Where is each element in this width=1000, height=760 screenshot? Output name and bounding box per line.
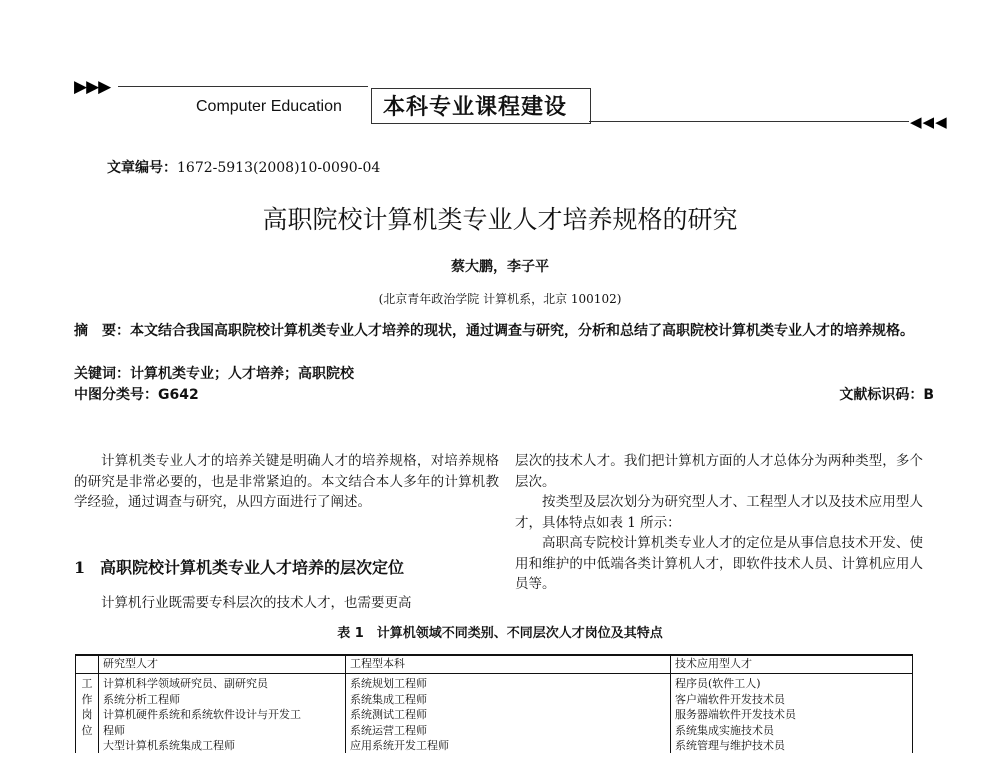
abstract-label: 摘 要： — [74, 323, 130, 339]
clc-number — [74, 384, 199, 404]
document-code — [839, 384, 934, 404]
table-cell: 系统集成工程师 — [346, 692, 671, 708]
paper-authors: 蔡大鹏，李子平 — [451, 259, 549, 275]
row-label-char: 工 — [76, 674, 99, 692]
table-cell: 计算机硬件系统和系统软件设计与开发工 — [99, 707, 346, 723]
table-header-row — [76, 655, 913, 674]
table-cell: 服务器端软件开发技术员 — [671, 707, 913, 723]
table-cell: 应用系统开发工程师 — [346, 738, 671, 753]
table-header-cell: 技术应用型人才 — [671, 655, 913, 674]
paper-affiliation: (北京青年政治学院 计算机系，北京 100102) — [378, 292, 622, 306]
table-cell: 系统规划工程师 — [346, 674, 671, 692]
table-cell: 大型计算机系统集成工程师 — [99, 738, 346, 753]
row-label-char: 岗 — [76, 707, 99, 723]
column-title: 本科专业课程建设 — [383, 95, 568, 120]
document-code-label: 文献标识码： — [839, 387, 924, 403]
table-cell: 系统集成实施技术员 — [671, 723, 913, 739]
table-caption: 表 1 计算机领域不同类别、不同层次人才岗位及其特点 — [337, 626, 663, 641]
header-rule-top — [118, 86, 368, 87]
row-label-char — [76, 738, 99, 753]
intro-paragraph: 计算机类专业人才的培养关键是明确人才的培养规格，对培养规格的研究是非常必要的，也是非常紧迫的。本文结合本人多年的计算机教学经验，通过调查与研究，从四方面进行了阐述。 — [74, 453, 499, 510]
header-rule-bottom — [589, 121, 909, 122]
table-row — [76, 723, 913, 739]
table-cell: 程序员(软件工人) — [671, 674, 913, 692]
section1-paragraph: 计算机行业既需要专科层次的技术人才，也需要更高 — [101, 595, 412, 611]
header-arrows-right-icon: ◀◀◀ — [910, 113, 948, 131]
table-header-cell: 研究型人才 — [99, 655, 346, 674]
article-number — [107, 157, 380, 177]
table-row — [76, 674, 913, 692]
paper-title: 高职院校计算机类专业人才培养规格的研究 — [262, 205, 738, 234]
table-cell: 系统管理与维护技术员 — [671, 738, 913, 753]
journal-name: Computer Education — [196, 98, 342, 115]
table-cell: 程师 — [99, 723, 346, 739]
row-label-char: 作 — [76, 692, 99, 708]
abstract — [74, 320, 934, 342]
table-row — [76, 738, 913, 753]
table-row — [76, 707, 913, 723]
talent-table — [75, 654, 913, 753]
article-number-label: 文章编号： — [107, 160, 177, 176]
abstract-text: 本文结合我国高职院校计算机类专业人才培养的现状，通过调查与研究，分析和总结了高职院校计算机类专业人才的培养规格。 — [130, 323, 914, 339]
table-cell: 客户端软件开发技术员 — [671, 692, 913, 708]
table-cell: 系统运营工程师 — [346, 723, 671, 739]
body-left-column — [74, 451, 499, 513]
body-right-column — [515, 451, 923, 595]
table-cell: 计算机科学领域研究员、副研究员 — [99, 674, 346, 692]
row-label-char: 位 — [76, 723, 99, 739]
keywords-label: 关键词： — [74, 366, 130, 382]
table-cell: 系统测试工程师 — [346, 707, 671, 723]
document-code-value: B — [923, 387, 934, 403]
table-header-cell: 工程型本科 — [346, 655, 671, 674]
table-header-cell — [76, 655, 99, 674]
header-arrows-left-icon: ▶▶▶ — [74, 77, 111, 97]
table-cell: 系统分析工程师 — [99, 692, 346, 708]
right-paragraph-1: 层次的技术人才。我们把计算机方面的人才总体分为两种类型，多个层次。 — [515, 453, 923, 490]
section-number: 1 — [74, 558, 86, 577]
table-row — [76, 692, 913, 708]
article-number-value: 1672-5913(2008)10-0090-04 — [177, 160, 381, 176]
keywords — [74, 363, 354, 383]
keywords-text: 计算机类专业；人才培养；高职院校 — [130, 366, 354, 382]
body-left-column-continued — [74, 593, 499, 614]
right-paragraph-3: 高职高专院校计算机类专业人才的定位是从事信息技术开发、使用和维护的中低端各类计算机人才，即软件技术人员、计算机应用人员等。 — [515, 535, 923, 592]
clc-label: 中图分类号： — [74, 387, 158, 403]
section-heading-1 — [74, 555, 404, 578]
right-paragraph-2: 按类型及层次划分为研究型人才、工程型人才以及技术应用型人才，具体特点如表 1 所示： — [515, 494, 923, 531]
section-title: 高职院校计算机类专业人才培养的层次定位 — [100, 558, 405, 577]
clc-value: G642 — [158, 387, 199, 403]
